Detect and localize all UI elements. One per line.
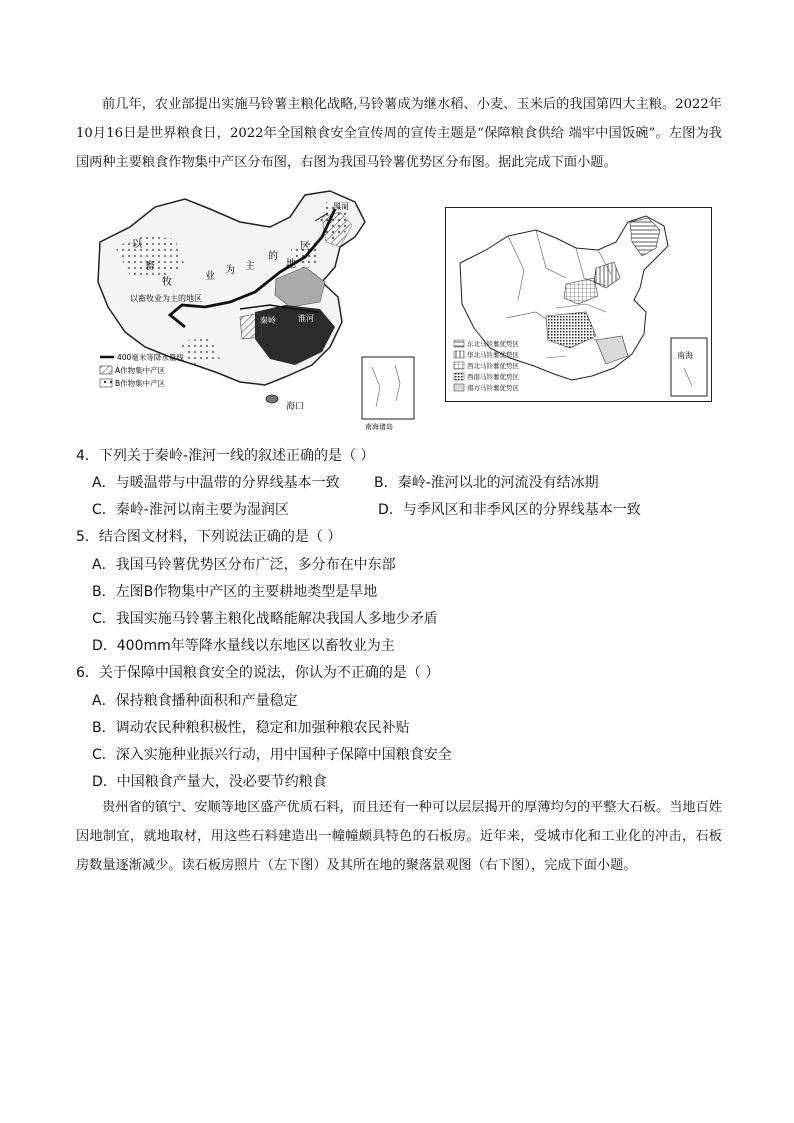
map-figures: [90, 187, 720, 435]
legend-isohyet-label: 400毫米等降水量线: [117, 353, 184, 362]
question-6-stem: 6．关于保障中国粮食安全的说法，你认为不正确的是（ ）: [76, 665, 440, 681]
question-4-option-b[interactable]: B．秦岭-淮河以北的河流没有结冰期: [374, 475, 599, 491]
left-map-crop-regions: [90, 187, 420, 432]
intro-paragraph-stone-houses: 贵州省的镇宁、安顺等地区盛产优质石料，而且还有一种可以层层揭开的厚薄均匀的平整大石板。当地百姓因地制宜，就地取材，用这些石料建造出一幢幢颇具特色的石板房。近年来，受城市化和工业化的冲击，石板房数量逐渐减少。读石板房照片（左下图）及其所在地的聚落景观图（右下图），完成下面小题。: [76, 800, 722, 873]
legend-northwest: 西北马铃薯优势区: [467, 362, 519, 370]
south-sea-label: 南海: [677, 351, 693, 360]
legend-southwest: 西南马铃薯优势区: [467, 373, 519, 381]
region-char-5: 为: [225, 265, 235, 276]
right-map-legend: [454, 339, 520, 392]
legend-south: 南方马铃薯优势区: [467, 384, 519, 392]
region-char-1: 以: [132, 239, 142, 250]
question-5-stem: 5．结合图文材料，下列说法正确的是（ ）: [76, 529, 342, 545]
question-5-option-a[interactable]: A．我国马铃薯优势区分布广泛，多分布在中东部: [92, 557, 396, 573]
question-5-option-c[interactable]: C．我国实施马铃薯主粮化战略能解决我国人多地少矛盾: [92, 611, 438, 627]
haikou-label: 海口: [286, 402, 305, 412]
intro-paragraph-potato: 前几年，农业部提出实施马铃薯主粮化战略,马铃薯成为继水稻、小麦、玉米后的我国第四大主粮。2022年10月16日是世界粮食日，2022年全国粮食安全宣传周的宣传主题是“保障粮食供给 端牢中国饭碗”。左图为我国两种主要粮食作物集中产区分布图，右图为我国马铃薯优势区分布图。据此完成下面小题。: [76, 97, 722, 170]
question-4-option-c[interactable]: C．秦岭-淮河以南主要为湿润区: [92, 502, 289, 518]
question-5-option-b[interactable]: B．左图B作物集中产区的主要耕地类型是旱地: [92, 584, 378, 600]
legend-north: 华北马铃薯优势区: [467, 351, 519, 359]
qinling-label: 秦岭: [260, 316, 276, 325]
region-char-6: 主: [245, 261, 255, 272]
huaihe-label: 淮河: [298, 314, 314, 323]
legend-crop-a-label: A作物集中产区: [115, 366, 166, 375]
china-crop-map: [90, 187, 420, 432]
region-char-4: 业: [205, 271, 215, 282]
question-4-option-d[interactable]: D．与季风区和非季风区的分界线基本一致: [378, 502, 641, 518]
heihe-label: 黑河: [333, 202, 349, 211]
left-map-legend: [100, 352, 184, 388]
region-char-3: 牧: [162, 277, 172, 288]
region-char-2: 畜: [145, 261, 155, 272]
region-char-9: 区: [300, 241, 310, 252]
question-5-option-d[interactable]: D．400mm年等降水量线以东地区以畜牧业为主: [92, 638, 395, 654]
question-4-option-a[interactable]: A．与暖温带与中温带的分界线基本一致: [92, 475, 340, 491]
south-sea-inset-right: [671, 338, 707, 396]
question-4-stem: 4．下列关于秦岭-淮河一线的叙述正确的是（ ）: [76, 448, 375, 464]
south-sea-inset: [362, 357, 414, 419]
region-char-8: 地: [286, 259, 296, 270]
legend-crop-b-label: B作物集中产区: [115, 379, 166, 388]
question-6-option-a[interactable]: A．保持粮食播种面积和产量稳定: [92, 693, 298, 709]
south-islands-label: 南海诸岛: [365, 423, 393, 431]
region-char-7: 的: [268, 251, 278, 262]
right-map-potato-regions: [445, 207, 712, 402]
question-6-option-b[interactable]: B．调动农民种粮积极性，稳定和加强种粮农民补贴: [92, 720, 410, 736]
legend-northeast: 东北马铃薯优势区: [467, 340, 519, 348]
grazing-region-label: 以畜牧业为主的地区: [130, 294, 202, 303]
question-6-option-d[interactable]: D．中国粮食产量大，没必要节约粮食: [92, 774, 327, 790]
question-6-option-c[interactable]: C．深入实施种业振兴行动，用中国种子保障中国粮食安全: [92, 747, 452, 763]
china-potato-map: [446, 208, 710, 400]
